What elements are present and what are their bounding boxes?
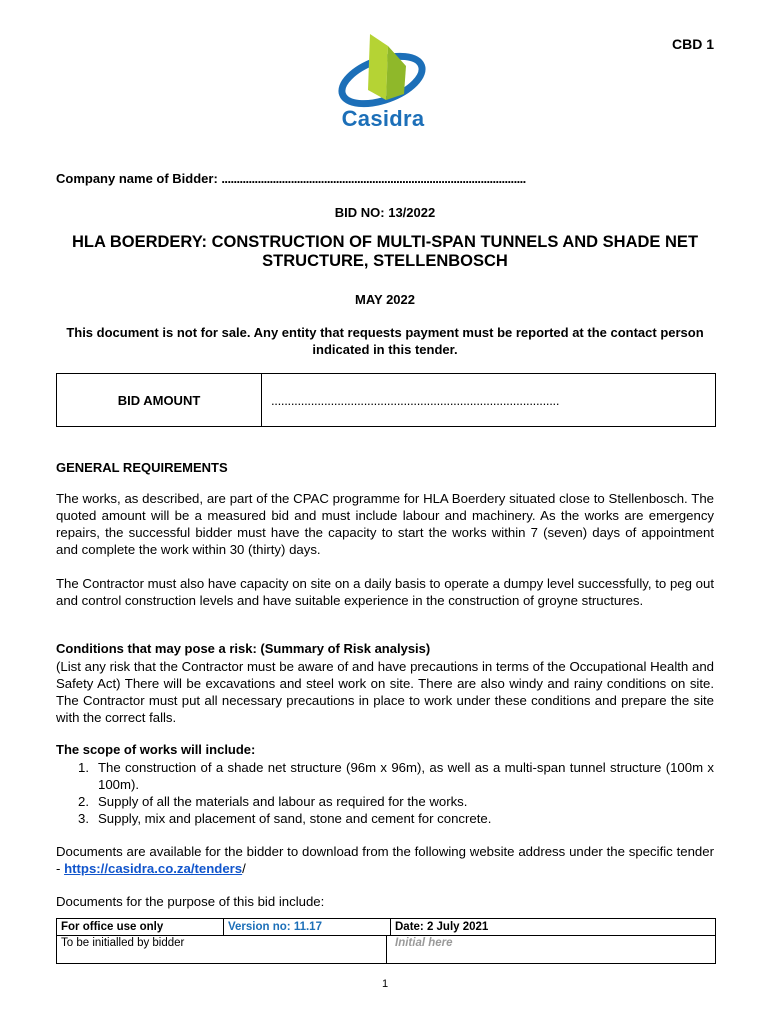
logo-text: Casidra	[341, 106, 425, 131]
table-divider	[386, 936, 387, 963]
conditions-paragraph: (List any risk that the Contractor must be aware of and have precautions in terms of the Occupational Health and Safety Act) There will be excavations and steel work on site. There are also windy and rainy conditions on site. The Contractor must put all necessary precautions in place to work under these conditions and prepare the site with the correct falls.	[56, 659, 714, 725]
general-paragraph-2: The Contractor must also have capacity on site on a daily basis to operate a dumpy level successfully, to peg out and control construction levels and have suitable experience in the construction of groyne structures.	[56, 576, 714, 608]
company-name-label: Company name of Bidder:	[56, 171, 218, 186]
documents-purpose: Documents for the purpose of this bid include:	[56, 894, 325, 909]
list-item: 3. Supply, mix and placement of sand, stone and cement for concrete.	[78, 811, 492, 826]
scope-list	[56, 759, 714, 827]
tender-date: MAY 2022	[355, 292, 415, 307]
scope-heading: The scope of works will include:	[56, 742, 256, 757]
version-date: Date: 2 July 2021	[391, 919, 715, 936]
general-paragraph-1: The works, as described, are part of the CPAC programme for HLA Boerdery situated close to Stellenbosch. The quoted amount will be a measured bid and must include labour and machinery. As the works are emergency repairs, the successful bidder must have the capacity to start the works within 7 (seven) days of appointment and complete the work within 30 (thirty) days.	[56, 491, 714, 557]
bid-amount-label: BID AMOUNT	[57, 374, 262, 426]
list-item: 1. The construction of a shade net structure (96m x 96m), as well as a multi-span tunnel structure (100m x 100m).	[78, 760, 714, 792]
office-use-table	[56, 918, 716, 964]
initialled-label: To be initialled by bidder	[61, 937, 185, 949]
page-number: 1	[381, 978, 389, 990]
company-name-field[interactable]: .....................................................................................................	[221, 171, 526, 186]
sale-notice: This document is not for sale. Any entity that requests payment must be reported at the contact person indicated in this tender.	[66, 325, 704, 357]
company-name-line	[56, 171, 526, 186]
list-item: 2. Supply of all the materials and labour as required for the works.	[78, 794, 468, 809]
tender-title: HLA BOERDERY: CONSTRUCTION OF MULTI-SPAN TUNNELS AND SHADE NET STRUCTURE, STELLENBOSCH	[71, 233, 699, 270]
office-use-label: For office use only	[57, 919, 224, 936]
conditions-heading: Conditions that may pose a risk: (Summary of Risk analysis)	[56, 641, 431, 656]
bid-amount-box	[56, 373, 716, 427]
bid-amount-field[interactable]: .......................................................................................	[271, 392, 560, 408]
general-requirements-heading: GENERAL REQUIREMENTS	[56, 460, 228, 475]
tenders-link[interactable]: https://casidra.co.za/tenders	[64, 861, 243, 876]
version-number: Version no: 11.17	[224, 919, 391, 936]
document-code: CBD 1	[671, 36, 714, 52]
initial-here-field[interactable]: Initial here	[395, 937, 453, 949]
bid-number: BID NO: 13/2022	[334, 205, 436, 220]
documents-paragraph: Documents are available for the bidder to download from the following website address under the specific tender - https://casidra.co.za/tenders/	[56, 844, 714, 876]
